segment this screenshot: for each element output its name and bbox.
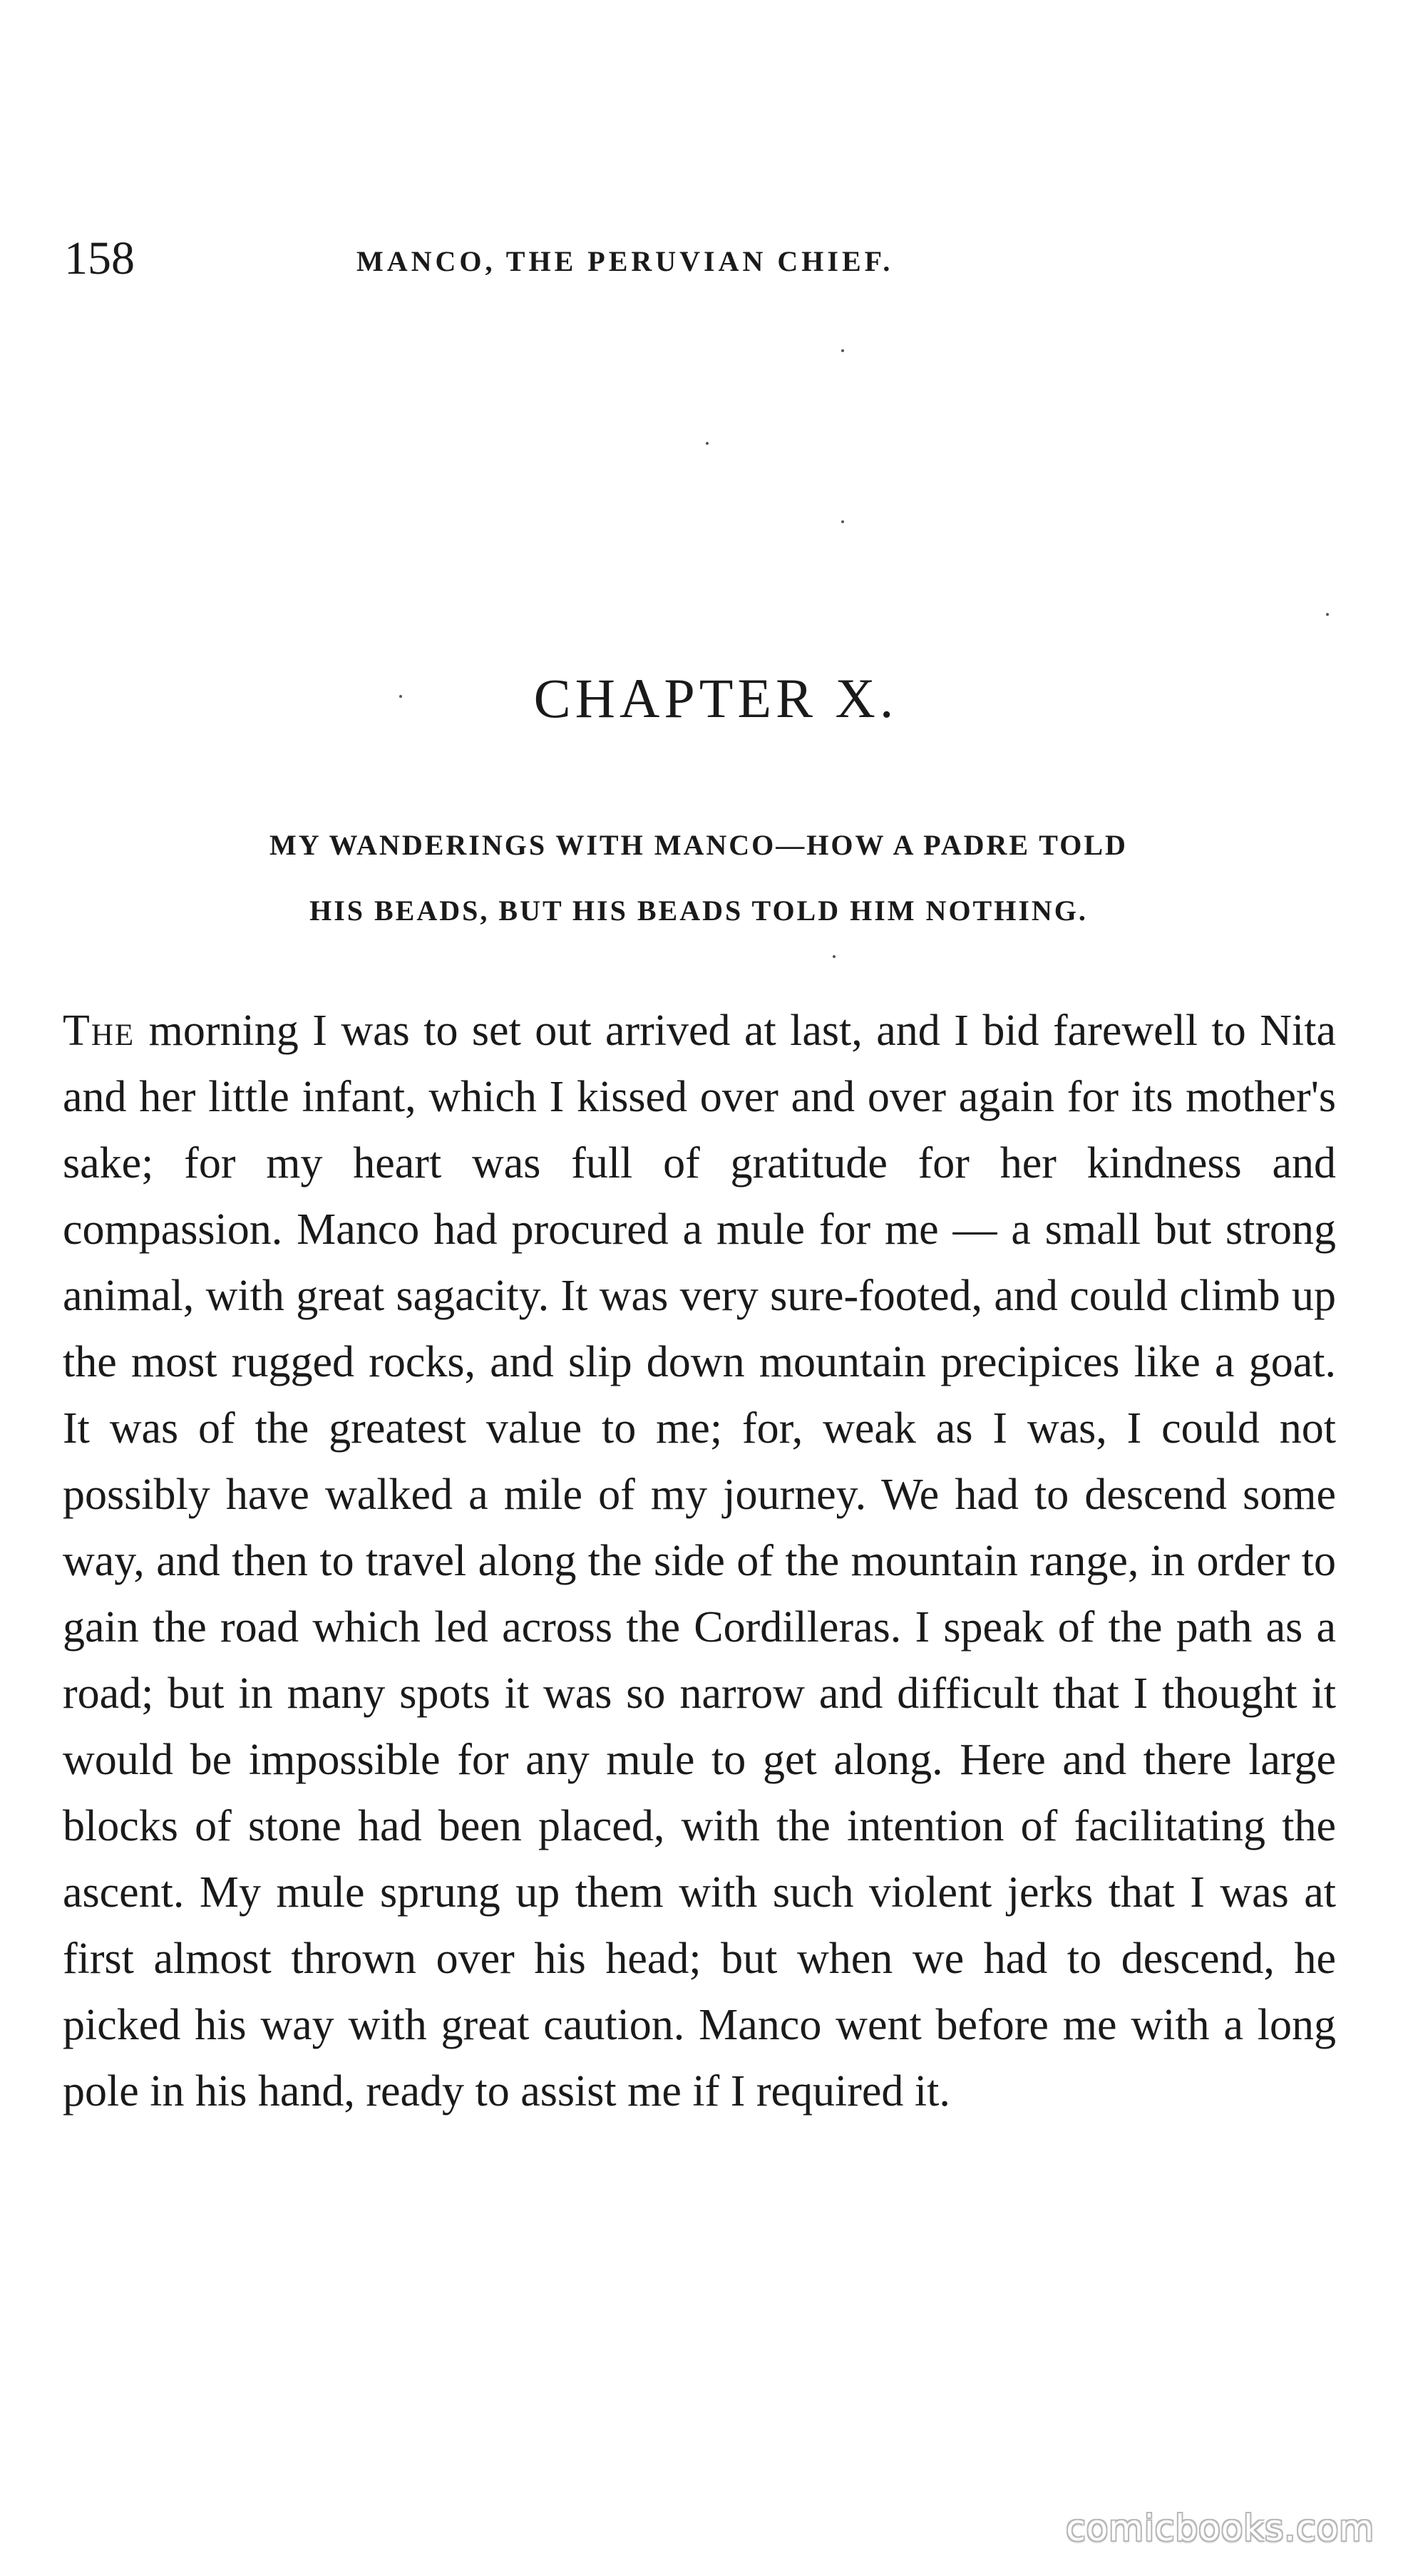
page-number: 158: [64, 232, 135, 284]
running-title: MANCO, THE PERUVIAN CHIEF.: [356, 245, 894, 277]
print-speck: [399, 695, 402, 698]
print-speck: [841, 520, 844, 523]
print-speck: [1326, 613, 1329, 616]
lead-word: The: [63, 1006, 135, 1055]
body-text: morning I was to set out arrived at last, and I bid farewell to Nita and her little infant, which I kissed over and over again for its mother's sake; for my heart was full of gratitude for her kindness and compassion. Manco had procured a mule for me — a small but strong animal, with great sagacity. It was very sure-footed, and could climb up the most rugged rocks, and slip down mountain precipices like a goat. It was of the greatest value to me; for, weak as I was, I could not possibly have walked a mile of my journey. We had to descend some way, and then to travel along the side of the mountain range, in order to gain the road which led across the Cordilleras. I speak of the path as a road; but in many spots it was so narrow and difficult that I thought it would be impossible for any mule to get along. Here and there large blocks of stone had been placed, with the intention of facilitating the ascent. My mule sprung up them with such violent jerks that I was at first almost thrown over his head; but when we had to descend, he picked his way with great caution. Manco went before me with a long pole in his hand, ready to assist me if I required it.: [63, 1006, 1336, 2116]
chapter-subtitle-line-2: HIS BEADS, BUT HIS BEADS TOLD HIM NOTHING.: [309, 895, 1088, 927]
chapter-subtitle-line-1: MY WANDERINGS WITH MANCO—HOW A PADRE TOLD: [269, 829, 1128, 861]
running-head: [64, 227, 1333, 291]
print-speck: [841, 349, 844, 352]
chapter-title: CHAPTER X.: [533, 667, 898, 729]
watermark-logo: comicbooks.com: [1066, 2508, 1374, 2549]
body-paragraph: [63, 998, 1336, 2125]
print-speck: [833, 955, 836, 958]
chapter-subtitle: [64, 813, 1333, 944]
print-speck: [706, 442, 709, 445]
